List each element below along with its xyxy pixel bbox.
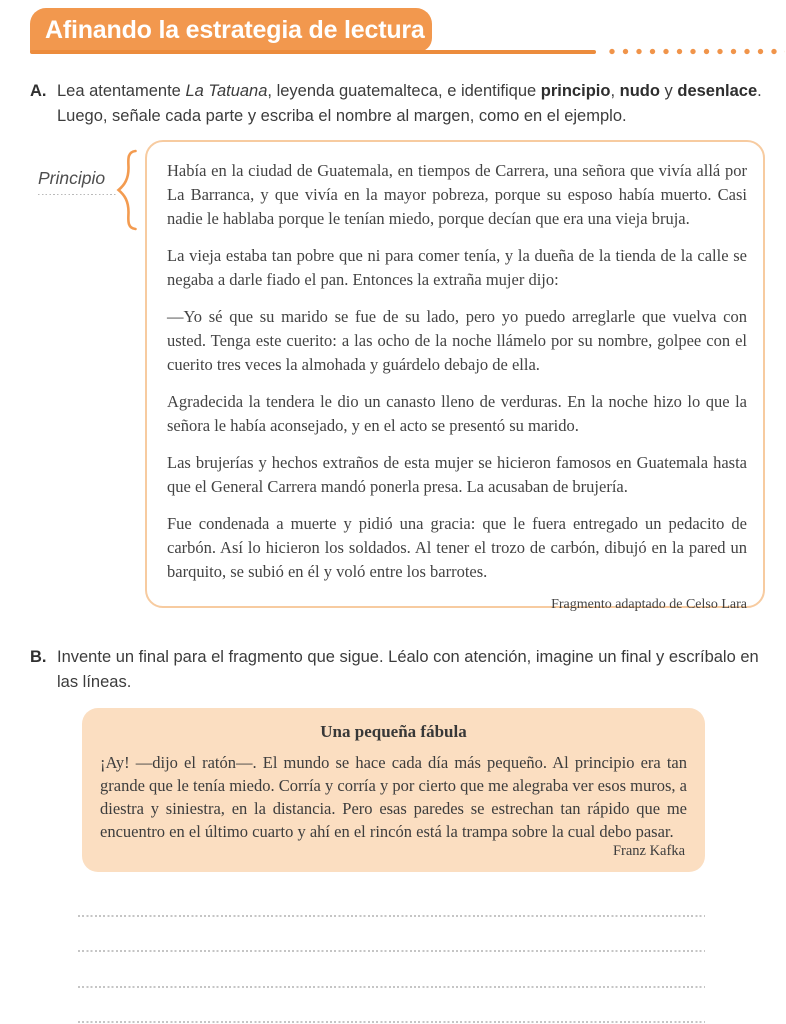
brace-icon [111, 149, 138, 231]
instruction-text: . Luego, señale cada parte y escriba el nombre al margen, como en el ejemplo. [57, 82, 762, 125]
story-paragraph: La vieja estaba tan pobre que ni para comer tenía, y la dueña de la tienda de la calle se negaba a darle fiado el pan. Entonces la extraña mujer dijo: [167, 246, 747, 289]
margin-label-text: Principio [38, 168, 106, 188]
keyword-principio: principio [540, 82, 611, 100]
section-header-title: Afinando la estrategia de lectura [45, 15, 425, 44]
story-paragraph: —Yo sé que su marido se fue de su lado, pero yo puedo arreglarle que vuelva con usted. Tenga este cuerito: a las ocho de la noche llámelo por su nombre, golpee con el cuerito tres veces la almohada y guárdelo debajo de ella. [167, 307, 747, 374]
instruction-text: y [659, 82, 678, 100]
header-rule [30, 50, 596, 54]
margin-label-principio[interactable] [38, 168, 118, 195]
story-paragraph: Fue condenada a muerte y pidió una gracia: que le fuera entregado un pedacito de carbón. Así lo hicieron los soldados. Al tener el trozo de carbón, dibujó en la pared un barquito, se subió en él y voló entre los barrotes. [167, 514, 747, 581]
story-paragraph: Las brujerías y hechos extraños de esta mujer se hicieron famosos en Guatemala hasta que el General Carrera mandó ponerla presa. La acusaban de brujería. [167, 453, 747, 496]
exercise-b-instructions: Invente un final para el fragmento que sigue. Léalo con atención, imagine un final y escríbalo en las líneas. [57, 648, 759, 691]
story-paragraph: Agradecida la tendera le dio un canasto lleno de verduras. En la noche hizo lo que la señora le había aconsejado, y en el acto se presentó su marido. [167, 392, 747, 435]
exercise-a-instructions [57, 79, 763, 129]
fable-text: ¡Ay! —dijo el ratón—. El mundo se hace cada día más pequeño. Al principio era tan grande que le tenía miedo. Corría y corría y por cierto que me alegraba ver esos muros, a diestra y siniestra, en la distancia. Pero esas paredes se estrechan tan rápido que me encuentro en el último cuarto y ahí en el rincón está la trampa sobre la cual debo pasar. [100, 753, 687, 841]
answer-line[interactable] [78, 915, 705, 917]
section-header [30, 8, 432, 52]
fable-title: Una pequeña fábula [320, 722, 467, 741]
story-box [145, 140, 765, 612]
instruction-text: , [610, 82, 620, 100]
answer-line[interactable] [78, 1021, 705, 1023]
story-paragraph: Había en la ciudad de Guatemala, en tiempos de Carrera, una señora que vivía allá por La Barranca, y que vivía en la mayor pobreza, porque su esposo había muerto. Casi nadie le hablaba porque le tenían miedo, porque decían que era una vieja bruja. [167, 161, 747, 228]
exercise-a-marker: A. [30, 82, 47, 100]
answer-line[interactable] [78, 950, 705, 952]
instruction-text: Lea atentamente [57, 82, 186, 100]
dotted-rule-icon [609, 48, 785, 55]
story-attribution: Fragmento adaptado de Celso Lara [551, 597, 747, 612]
exercise-a [30, 79, 763, 129]
instruction-text: , leyenda guatemalteca, e identifique [267, 82, 541, 100]
answer-line[interactable] [78, 986, 705, 988]
fable-attribution: Franz Kafka [612, 843, 685, 859]
keyword-desenlace: desenlace [677, 82, 758, 100]
exercise-b-marker: B. [30, 648, 47, 666]
keyword-nudo: nudo [619, 82, 660, 100]
fable-box [82, 708, 705, 872]
story-title-italic: La Tatuana [185, 82, 268, 100]
exercise-b [30, 645, 763, 695]
